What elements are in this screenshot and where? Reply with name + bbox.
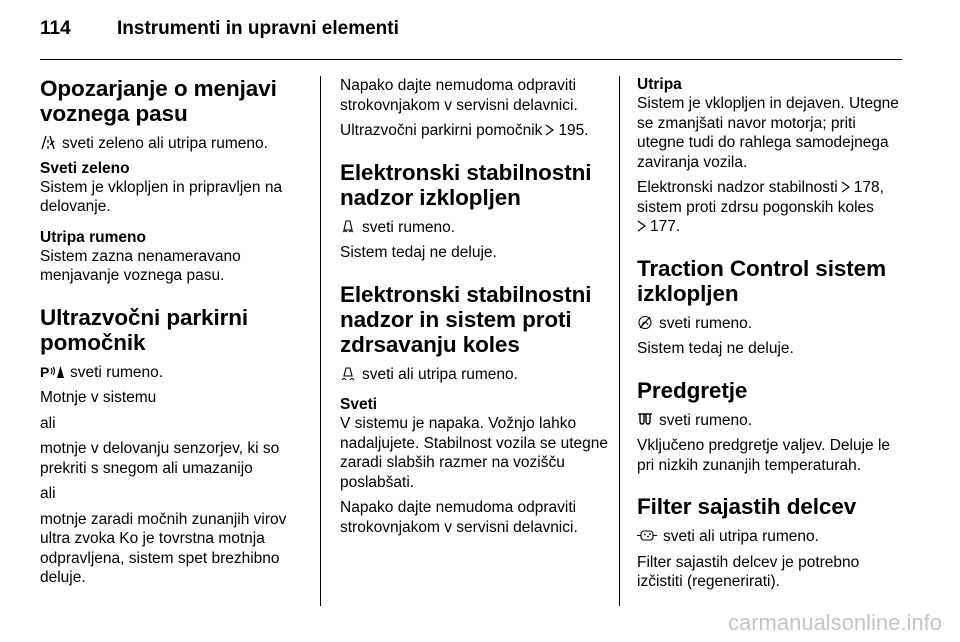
subsection-title: Utripa rumeno: [40, 228, 146, 246]
column-3: [637, 76, 907, 598]
page-title: Instrumenti in upravni elementi: [117, 18, 399, 39]
page-header: [40, 14, 900, 54]
subsection-title: Utripa: [637, 76, 682, 93]
esc-icon: [340, 366, 356, 381]
paragraph: P sveti rumeno.: [40, 363, 164, 381]
esc-off-icon: [340, 219, 356, 234]
section-title: Traction Control sistem izklopljen: [637, 255, 886, 306]
paragraph: sveti rumeno.: [637, 411, 907, 431]
paragraph: Vključeno predgretje valjev. Deluje le pri nizkih zunanjih temperaturah.: [637, 437, 891, 474]
section-title: Elektronski stabilnostni nadzor in sistem proti zdrsavanju koles: [340, 281, 592, 357]
section-title: Opozarjanje o menjavi voznega pasu: [40, 76, 277, 126]
section-title: Filter sajastih delcev: [637, 494, 857, 519]
page-reference-arrow-icon: [841, 179, 850, 191]
parking-assist-icon: [40, 364, 64, 379]
section-title: Elektronski stabilnostni nadzor izklopljen: [340, 159, 592, 210]
paragraph: motnje v delovanju senzorjev, ki so prekriti s snegom ali umazanijo: [40, 440, 280, 477]
header-rule: [40, 59, 902, 60]
paragraph: sveti ali utripa rumeno.: [637, 527, 907, 547]
section-title: Predgretje: [637, 377, 748, 403]
svg-text:P: P: [40, 363, 50, 379]
paragraph: sveti rumeno.: [637, 314, 907, 334]
paragraph: Sistem je vklopljen in dejaven. Utegne se zmanjšati navor motorja; priti utegne tudi do rahlega samodejnega zaviranja vozila.: [637, 95, 899, 171]
paragraph: Ultrazvočni parkirni pomočnik 195.: [340, 122, 589, 139]
page-reference-arrow-icon: [637, 218, 646, 230]
column-divider: [320, 76, 321, 606]
paragraph: Filter sajastih delcev je potrebno izčistiti (regenerirati).: [637, 553, 860, 590]
paragraph: motnje zaradi močnih zunanjih virov ultra zvoka Ko je tovrstna motnja odpravljena, sistem spet brezhibno deluje.: [40, 510, 287, 586]
paragraph: Sistem tedaj ne deluje.: [340, 244, 497, 261]
paragraph: sveti rumeno.: [340, 218, 608, 238]
paragraph: sveti ali utripa rumeno.: [340, 365, 608, 385]
page-reference-arrow-icon: [545, 122, 554, 134]
paragraph: Motnje v sistemu: [40, 389, 157, 406]
glow-plug-icon: [637, 412, 653, 427]
paragraph: ali: [40, 414, 56, 432]
paragraph: sveti zeleno ali utripa rumeno.: [40, 134, 308, 154]
traction-control-off-icon: [637, 315, 653, 330]
paragraph: ali: [40, 485, 56, 502]
paragraph: Napako dajte nemudoma odpraviti strokovnjakom v servisni delavnici.: [340, 77, 578, 114]
diesel-particle-filter-icon: [637, 528, 657, 543]
lane-departure-icon: [40, 135, 56, 150]
paragraph: Sistem tedaj ne deluje.: [637, 340, 794, 357]
paragraph: Napako dajte nemudoma odpraviti strokovnjakom v servisni delavnici.: [340, 499, 578, 536]
column-1: [40, 76, 308, 594]
page-number: 114: [40, 18, 71, 39]
paragraph: V sistemu je napaka. Vožnjo lahko nadaljujete. Stabilnost vozila se utegne zaradi slabših razmer na vozišču poslabšati.: [340, 415, 608, 491]
paragraph: Sistem je vklopljen in pripravljen na delovanje.: [40, 178, 283, 215]
watermark: carmanualsonline.info: [727, 610, 942, 635]
subsection-title: Sveti: [340, 396, 378, 413]
section-title: Ultrazvočni parkirni pomočnik: [40, 304, 249, 355]
subsection-title: Sveti zeleno: [40, 159, 130, 177]
column-2: [340, 76, 608, 543]
column-divider: [619, 76, 620, 606]
paragraph: Sistem zazna nenameravano menjavanje voznega pasu.: [40, 247, 241, 284]
paragraph: Elektronski nadzor stabilnosti 178, sistem proti zdrsu pogonskih koles 177.: [637, 179, 884, 235]
